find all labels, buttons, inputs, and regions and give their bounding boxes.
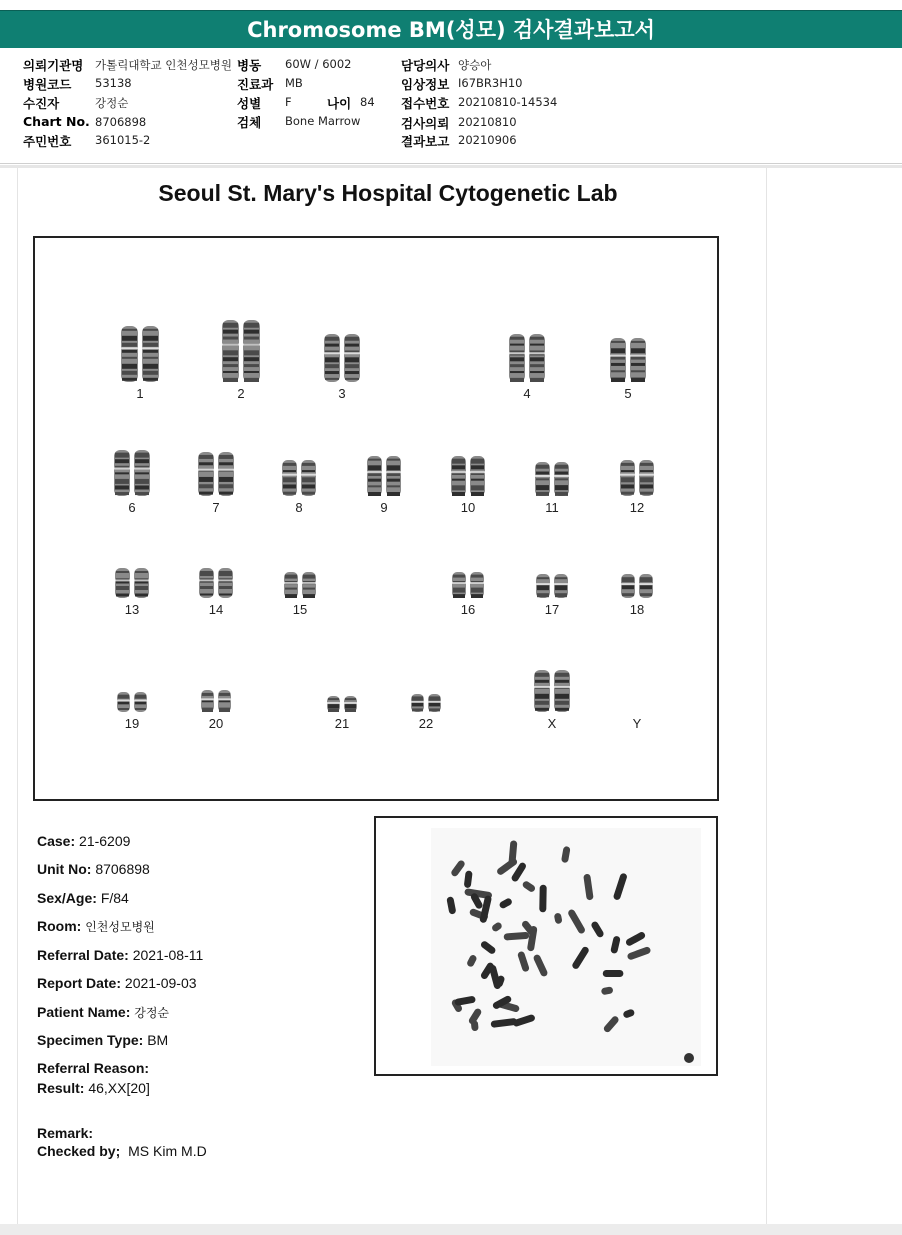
chromosome-pair-16: [452, 572, 484, 598]
chromosome-label-10: 10: [460, 500, 476, 515]
label-hospital-code: 병원코드: [23, 77, 72, 92]
chromosome-pair-14: [199, 568, 233, 598]
label-clinical-info: 임상정보: [401, 77, 450, 92]
value-age: 84: [360, 95, 375, 109]
cytogenetic-report-page: [17, 168, 767, 1224]
label-chart-no: Chart No.: [23, 114, 90, 129]
chromosome-label-13: 13: [124, 602, 140, 617]
metaphase-image: [374, 816, 718, 1076]
field-referral-reason: Referral Reason:: [37, 1060, 150, 1076]
chromosome-label-12: 12: [629, 500, 645, 515]
report-title: Chromosome BM(성모) 검사결과보고서: [0, 10, 902, 49]
chromosome-label-5: 5: [624, 386, 632, 401]
metaphase-spread: [376, 818, 716, 1074]
chromosome-pair-18: [621, 574, 653, 598]
field-room: Room: 인천성모병원: [37, 918, 155, 934]
chromosome-label-X: X: [547, 716, 557, 731]
chromosome-pair-4: [509, 334, 545, 382]
value-ward: 60W / 6002: [285, 57, 352, 71]
chromosome-label-1: 1: [136, 386, 144, 401]
label-result-report: 결과보고: [401, 134, 450, 149]
chromosome-pair-21: [327, 696, 357, 712]
field-remark: Remark:: [37, 1125, 94, 1141]
chromosome-label-20: 20: [208, 716, 224, 731]
chromosome-label-18: 18: [629, 602, 645, 617]
value-sex: F: [285, 95, 292, 109]
value-requesting-institution: 가톨릭대학교 인천성모병원: [95, 58, 232, 72]
value-result-report: 20210906: [458, 133, 517, 147]
chromosome-label-2: 2: [237, 386, 245, 401]
karyotype-panel: [33, 236, 719, 801]
label-age: 나이: [327, 96, 352, 111]
value-department: MB: [285, 76, 303, 90]
field-patient-name: Patient Name: 강정순: [37, 1004, 170, 1020]
chromosome-pair-13: [115, 568, 149, 598]
label-department: 진료과: [237, 77, 274, 92]
chromosome-label-6: 6: [128, 500, 136, 515]
chromosome-pair-17: [536, 574, 568, 598]
chromosome-pair-X: [534, 670, 570, 712]
chromosome-pair-11: [535, 462, 569, 496]
chromosome-pair-20: [201, 690, 231, 712]
chromosome-pair-12: [620, 460, 654, 496]
patient-header: [0, 48, 902, 164]
label-sex: 성별: [237, 96, 262, 111]
field-referral-date: Referral Date: 2021-08-11: [37, 947, 204, 963]
chromosome-label-4: 4: [523, 386, 531, 401]
value-specimen: Bone Marrow: [285, 114, 361, 128]
value-patient: 강정순: [95, 96, 129, 110]
value-physician: 양승아: [458, 58, 492, 72]
label-resident-no: 주민번호: [23, 134, 72, 149]
value-resident-no: 361015-2: [95, 133, 151, 147]
chromosome-pair-9: [367, 456, 401, 496]
chromosome-label-16: 16: [460, 602, 476, 617]
chromosome-label-3: 3: [338, 386, 346, 401]
chromosome-pair-7: [198, 452, 234, 496]
chromosome-pair-6: [114, 450, 150, 496]
chromosome-pair-3: [324, 334, 360, 382]
chromosome-label-7: 7: [212, 500, 220, 515]
field-unit-no: Unit No: 8706898: [37, 861, 150, 877]
label-ward: 병동: [237, 58, 262, 73]
field-result: Result: 46,XX[20]: [37, 1080, 150, 1096]
value-receipt-no: 20210810-14534: [458, 95, 558, 109]
lab-title: Seoul St. Mary's Hospital Cytogenetic Lab: [158, 180, 618, 206]
field-sex-age: Sex/Age: F/84: [37, 890, 129, 906]
chromosome-label-19: 19: [124, 716, 140, 731]
chromosome-label-14: 14: [208, 602, 224, 617]
chromosome-pair-10: [451, 456, 485, 496]
chromosome-pair-1: [121, 326, 159, 382]
value-test-request: 20210810: [458, 115, 517, 129]
label-specimen: 검체: [237, 115, 262, 130]
chromosome-label-9: 9: [380, 500, 388, 515]
value-clinical-info: I67BR3H10: [458, 76, 523, 90]
label-patient: 수진자: [23, 96, 60, 111]
field-case: Case: 21-6209: [37, 833, 131, 849]
label-physician: 담당의사: [401, 58, 450, 73]
chromosome-pair-5: [610, 338, 646, 382]
label-receipt-no: 접수번호: [401, 96, 450, 111]
chromosome-label-21: 21: [334, 716, 350, 731]
value-hospital-code: 53138: [95, 76, 132, 90]
field-report-date: Report Date: 2021-09-03: [37, 975, 197, 991]
field-specimen-type: Specimen Type: BM: [37, 1032, 169, 1048]
field-checked-by: Checked by; MS Kim M.D: [37, 1143, 207, 1159]
chromosome-pair-19: [117, 692, 147, 712]
label-requesting-institution: 의뢰기관명: [23, 58, 84, 73]
chromosome-label-8: 8: [295, 500, 303, 515]
chromosome-label-Y: Y: [632, 716, 642, 731]
chromosome-pair-15: [284, 572, 316, 598]
chromosome-pair-22: [411, 694, 441, 712]
value-chart-no: 8706898: [95, 115, 147, 129]
chromosome-label-11: 11: [545, 500, 559, 515]
page-bottom-bar: [0, 1224, 902, 1235]
chromosome-pair-8: [282, 460, 316, 496]
chromosome-label-22: 22: [418, 716, 434, 731]
label-test-request: 검사의뢰: [401, 116, 450, 131]
chromosome-label-15: 15: [292, 602, 308, 617]
chromosome-label-17: 17: [544, 602, 560, 617]
chromosome-pair-2: [222, 320, 260, 382]
